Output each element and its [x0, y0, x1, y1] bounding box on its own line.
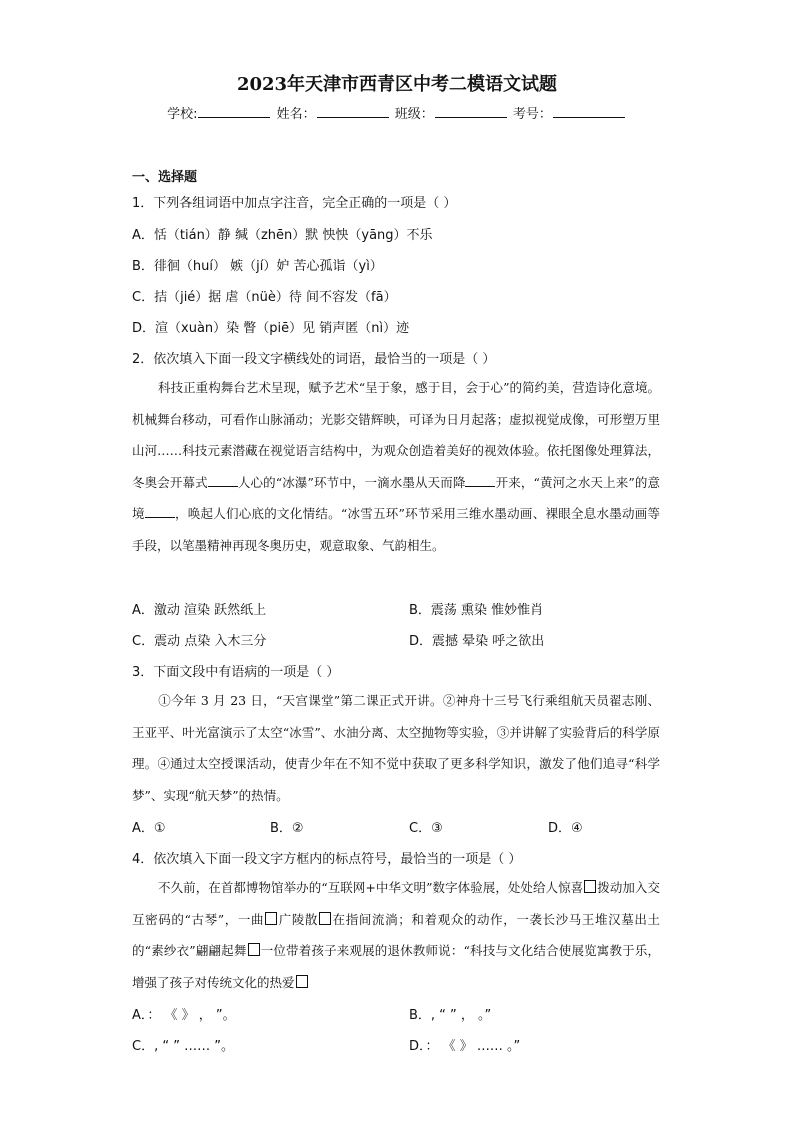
q4-box-1 — [584, 880, 596, 893]
q4-box-4 — [248, 943, 260, 956]
q1-option-b[interactable]: B．徘徊（huí） 嫉（jí）妒 苦心孤诣（yì） — [132, 259, 383, 274]
name-blank[interactable] — [317, 106, 389, 118]
q2-passage-part2: 人心的“冰瀑”环节中，一滴水墨从天而降 — [237, 474, 466, 490]
q4-stem: 4．依次填入下面一段文字方框内的标点符号，最恰当的一项是（ ） — [132, 852, 522, 867]
q1-stem: 1．下列各组词语中加点字注音，完全正确的一项是（ ） — [132, 196, 457, 211]
name-label: 姓名： — [276, 107, 316, 122]
q4-box-3 — [319, 912, 331, 925]
q4-passage-part5: 一位带着孩子来观展的退休教师说：“科技与文化结合使展览寓教于乐，增强了孩子对传统文化的热爱 — [132, 943, 660, 990]
q3-passage — [132, 685, 660, 811]
q4-option-d[interactable]: D．： 《 》 …… 。” — [409, 1039, 521, 1054]
q3-option-c[interactable]: C．③ — [409, 821, 443, 836]
q2-blank-3 — [145, 507, 175, 518]
q4-box-5 — [296, 975, 308, 988]
q1-option-d[interactable]: D．渲（xuàn）染 瞥（piē）见 销声匿（nì）迹 — [132, 321, 410, 336]
q3-stem: 3．下面文段中有语病的一项是（ ） — [132, 665, 340, 680]
q2-blank-1 — [208, 476, 238, 487]
q3-option-a[interactable]: A．① — [132, 821, 166, 836]
q4-passage — [132, 872, 660, 998]
exam-no-label: 考号： — [512, 107, 552, 122]
school-blank[interactable] — [198, 106, 270, 118]
q2-stem: 2．依次填入下面一段文字横线处的词语，最恰当的一项是（ ） — [132, 352, 496, 367]
exam-title: 2023年天津市西青区中考二模语文试题 — [236, 74, 558, 95]
q4-option-a[interactable]: A．： 《 》 ， ”。 — [132, 1008, 236, 1023]
q4-option-c[interactable]: C．, “ ” …… ”。 — [132, 1039, 234, 1054]
q4-passage-part4: 在指间流淌；和着观众的动作，一袭长沙马王堆汉墓出土的“素纱衣”翩翩起舞 — [132, 911, 660, 958]
q1-option-a[interactable]: A．恬（tián）静 缄（zhēn）默 怏怏（yāng）不乐 — [132, 228, 433, 243]
q2-passage-part3: 开来，“黄河之水天上来”的意境 — [132, 474, 660, 521]
q3-option-d[interactable]: D．④ — [548, 821, 583, 836]
q4-box-2 — [265, 912, 277, 925]
q3-option-b[interactable]: B．② — [270, 821, 304, 836]
q2-option-c[interactable]: C．震动 点染 入木三分 — [132, 634, 267, 649]
q2-option-d[interactable]: D．震撼 晕染 呼之欲出 — [409, 634, 545, 649]
q2-passage-part4: ，唤起人们心底的文化情结。“冰雪五环”环节采用三维水墨动画、裸眼全息水墨动画等手段，以笔墨精神再现冬奥历史，观意取象、气韵相生。 — [132, 506, 660, 553]
q2-option-b[interactable]: B．震荡 熏染 惟妙惟肖 — [409, 603, 544, 618]
section-heading: 一、选择题 — [132, 170, 198, 185]
q4-passage-part1: 不久前，在首都博物馆举办的“互联网+中华文明”数字体验展，处处给人惊喜 — [158, 880, 584, 895]
class-blank[interactable] — [435, 106, 507, 118]
q2-blank-2 — [465, 476, 495, 487]
q2-option-a[interactable]: A．激动 渲染 跃然纸上 — [132, 603, 267, 618]
q1-option-c[interactable]: C．拮（jié）据 虐（nüè）待 间不容发（fā） — [132, 290, 397, 305]
exam-no-blank[interactable] — [553, 106, 625, 118]
q2-passage — [132, 372, 660, 561]
q2-passage-part1: 科技正重构舞台艺术呈现，赋予艺术“呈于象，感于目，会于心”的简约美，营造诗化意境。机械舞台移动，可看作山脉涌动；光影交错辉映，可译为日月起落；虚拟视觉成像，可形塑万里山河……科技元素潜藏在视觉语言结构中，为观众创造着美好的视效体验。依托图像处理算法，冬奥会开幕式 — [132, 380, 660, 490]
q4-option-b[interactable]: B．, “ ” ， 。” — [409, 1008, 492, 1023]
school-label: 学校: — [167, 107, 198, 122]
q3-passage-text: ①今年 3 月 23 日，“天宫课堂”第二课正式开讲。②神舟十三号飞行乘组航天员翟志刚、王亚平、叶光富演示了太空“冰雪”、水油分离、太空抛物等实验，③并讲解了实验背后的科学原理。④通过太空授课活动，使青少年在不知不觉中获取了更多科学知识，激发了他们追寻“科学梦”、实现“航天梦”的热情。 — [132, 693, 660, 803]
student-info-line — [0, 103, 794, 122]
q4-passage-part2: 拨动加入交互密码的“古琴”，一曲 — [132, 880, 660, 927]
q4-passage-part3: 广陵散 — [278, 911, 319, 927]
class-label: 班级： — [394, 107, 434, 122]
